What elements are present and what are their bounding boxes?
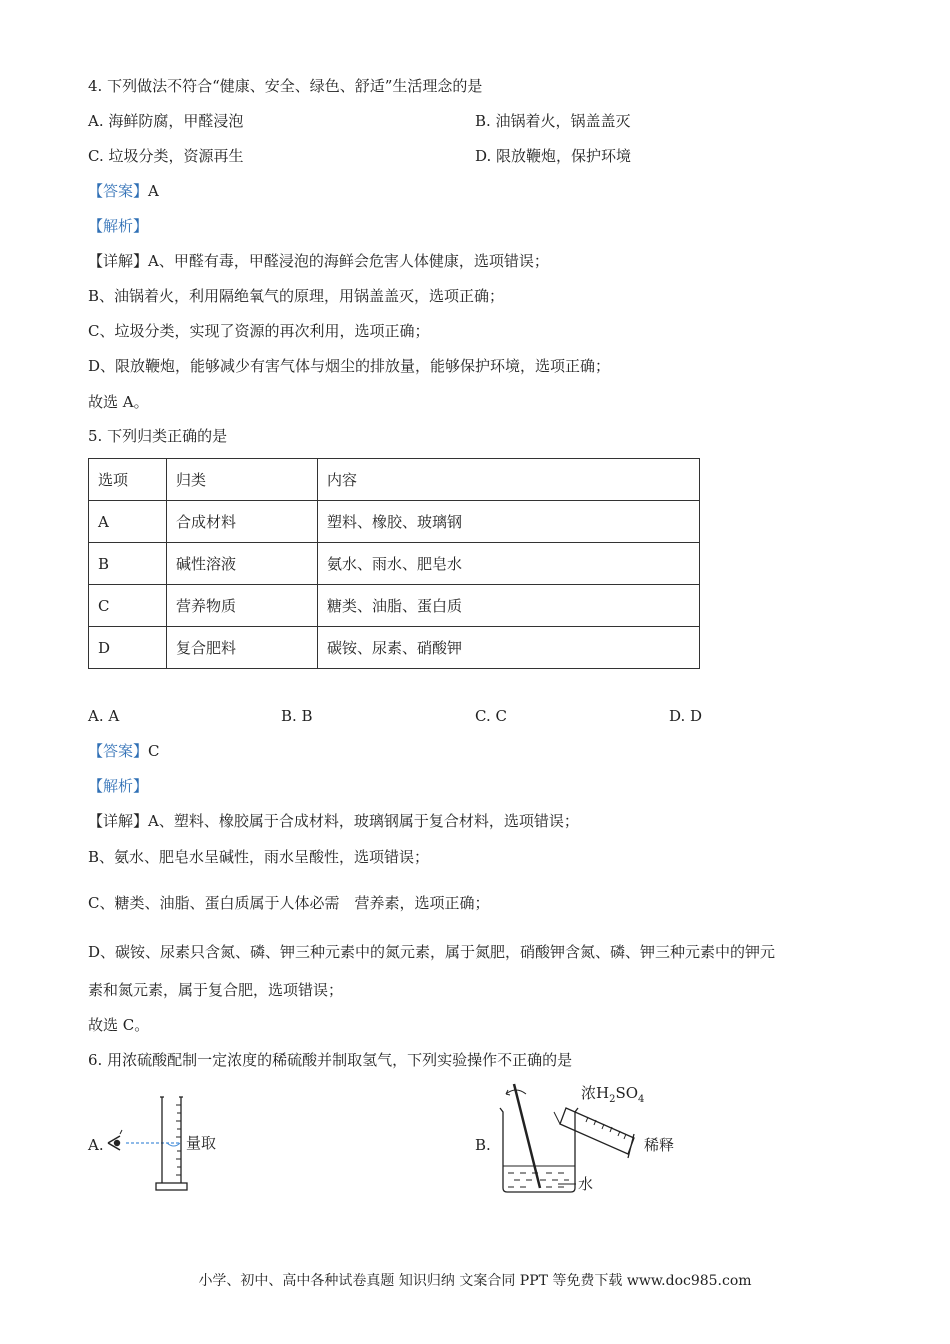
- analysis-tag: 【解析】: [88, 777, 149, 795]
- q5-conclusion: 故选 C。: [88, 1016, 150, 1034]
- table-cell: 糖类、油脂、蛋白质: [318, 585, 700, 627]
- q5-answer: [88, 741, 160, 761]
- answer-value: A: [148, 182, 159, 200]
- q5-detail-line-1: [88, 811, 579, 831]
- table-header-row: [89, 459, 700, 501]
- q5-detail-line-5: 素和氮元素，属于复合肥，选项错误；: [88, 981, 344, 999]
- table-cell: C: [89, 585, 167, 627]
- dilute-caption: 稀释: [644, 1136, 675, 1154]
- table-row: [89, 585, 700, 627]
- table-row: [89, 627, 700, 669]
- table-cell: A: [89, 501, 167, 543]
- q6-option-a-label: A.: [88, 1136, 104, 1154]
- table-row: [89, 501, 700, 543]
- acid-label: 浓$H_2SO_4$: [581, 1084, 645, 1105]
- detail-text: A、甲醛有毒，甲醛浸泡的海鲜会危害人体健康，选项错误；: [148, 252, 549, 270]
- detail-tag: 【详解】: [88, 812, 149, 830]
- water-label: 水: [578, 1175, 594, 1193]
- answer-value: C: [148, 742, 160, 760]
- table-header: 选项: [89, 459, 167, 501]
- answer-tag: 【答案】: [88, 742, 149, 760]
- detail-text: A、塑料、橡胶属于合成材料，玻璃钢属于复合材料，选项错误；: [148, 812, 579, 830]
- glass-rod: [506, 1084, 540, 1188]
- q5-option-d: D. D: [669, 707, 703, 725]
- q5-option-b: B. B: [281, 707, 313, 725]
- table-cell: 合成材料: [167, 501, 318, 543]
- q4-stem: 4. 下列做法不符合“健康、安全、绿色、舒适”生活理念的是: [88, 77, 483, 95]
- q6-stem: 6. 用浓硫酸配制一定浓度的稀硫酸并制取氢气，下列实验操作不正确的是: [88, 1051, 573, 1069]
- dilution-figure: [488, 1078, 688, 1200]
- table-cell: D: [89, 627, 167, 669]
- q4-option-c: C. 垃圾分类，资源再生: [88, 147, 244, 165]
- table-header: 内容: [318, 459, 700, 501]
- q4-detail-line-3: C、垃圾分类，实现了资源的再次利用，选项正确；: [88, 322, 430, 340]
- measuring-cylinder-figure: [104, 1095, 234, 1197]
- q6-option-b-label: B.: [475, 1136, 491, 1154]
- table-header: 归类: [167, 459, 318, 501]
- table-row: [89, 543, 700, 585]
- q4-answer: [88, 181, 159, 201]
- table-cell: 碱性溶液: [167, 543, 318, 585]
- table-cell: 复合肥料: [167, 627, 318, 669]
- measure-caption: 量取: [186, 1134, 217, 1152]
- answer-tag: 【答案】: [88, 182, 149, 200]
- q4-detail-line-1: [88, 251, 549, 271]
- table-cell: 碳铵、尿素、硝酸钾: [318, 627, 700, 669]
- q4-option-b: B. 油锅着火，锅盖盖灭: [475, 112, 631, 130]
- acid-cylinder: [554, 1108, 634, 1158]
- q4-detail-line-2: B、油锅着火，利用隔绝氧气的原理，用锅盖盖灭，选项正确；: [88, 287, 505, 305]
- analysis-tag: 【解析】: [88, 217, 149, 235]
- q5-detail-line-2: B、氨水、肥皂水呈碱性，雨水呈酸性，选项错误；: [88, 848, 430, 866]
- q4-option-d: D. 限放鞭炮，保护环境: [475, 147, 632, 165]
- q4-detail-line-4: D、限放鞭炮，能够减少有害气体与烟尘的排放量，能够保护环境，选项正确；: [88, 357, 611, 375]
- q4-conclusion: 故选 A。: [88, 393, 149, 411]
- q5-option-c: C. C: [475, 707, 507, 725]
- q4-analysis-tag: [88, 216, 148, 236]
- table-cell: 塑料、橡胶、玻璃钢: [318, 501, 700, 543]
- eye-icon: [108, 1130, 122, 1150]
- classification-table: [88, 458, 700, 669]
- q4-option-a: A. 海鲜防腐，甲醛浸泡: [88, 112, 244, 130]
- table-cell: B: [89, 543, 167, 585]
- page-footer: 小学、初中、高中各种试卷真题 知识归纳 文案合同 PPT 等免费下载 www.doc985.com: [198, 1273, 752, 1289]
- q5-option-a: A. A: [88, 707, 120, 725]
- q5-detail-line-3: C、糖类、油脂、蛋白质属于人体必需 营养素，选项正确；: [88, 894, 490, 912]
- q5-detail-line-4: D、碳铵、尿素只含氮、磷、钾三种元素中的氮元素，属于氮肥，硝酸钾含氮、磷、钾三种元素中的钾元: [88, 943, 776, 961]
- table-cell: 营养物质: [167, 585, 318, 627]
- table-cell: 氨水、雨水、肥皂水: [318, 543, 700, 585]
- detail-tag: 【详解】: [88, 252, 149, 270]
- q5-stem: 5. 下列归类正确的是: [88, 427, 228, 445]
- q5-analysis-tag: [88, 776, 148, 796]
